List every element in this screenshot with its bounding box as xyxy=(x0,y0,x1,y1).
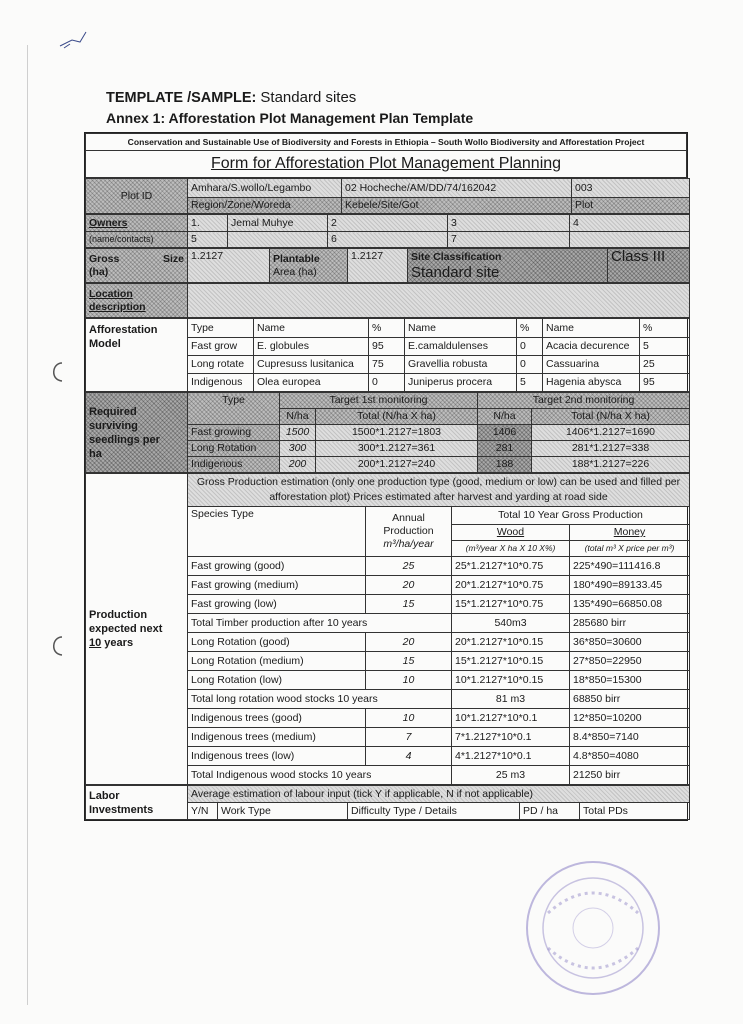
model-header-pct-3: % xyxy=(640,319,690,338)
class-value[interactable]: Class III xyxy=(608,249,690,283)
prod-indig-medium-annual[interactable]: 7 xyxy=(366,728,452,747)
surviving-seedlings-label xyxy=(86,393,188,473)
owner-name-1[interactable]: Jemal Muhye xyxy=(228,215,328,232)
prod-long-good-annual[interactable]: 20 xyxy=(366,633,452,652)
production-label-c: 10 xyxy=(89,637,102,649)
prod-long-total-label: Total long rotation wood stocks 10 years xyxy=(188,690,452,709)
labor-label xyxy=(86,786,188,820)
production-label-d: years xyxy=(101,637,134,649)
plot-kebele-value[interactable]: 02 Hocheche/AM/DD/74/162042 xyxy=(342,179,572,198)
prod-indig-low-money[interactable]: 4.8*850=4080 xyxy=(570,747,690,766)
gross-size-table xyxy=(85,248,690,283)
model-row-fast-pct-1[interactable]: 95 xyxy=(369,338,405,356)
location-label-b: description xyxy=(89,300,146,313)
surviving-label-a: Required xyxy=(89,405,137,418)
prod-long-total-wood[interactable]: 81 m3 xyxy=(452,690,570,709)
location-label xyxy=(86,284,188,318)
official-stamp xyxy=(518,853,668,1003)
prod-fast-total-money[interactable]: 285680 birr xyxy=(570,614,690,633)
labor-header-difficulty: Difficulty Type / Details xyxy=(348,803,520,820)
production-annual-c: m³/ha/year xyxy=(383,538,434,550)
punch-hole-bottom xyxy=(48,634,68,658)
model-header-name-1: Name xyxy=(254,319,369,338)
punch-hole-top xyxy=(48,360,68,384)
production-annual-header xyxy=(366,507,452,557)
production-total-header: Total 10 Year Gross Production xyxy=(452,507,690,525)
prod-indig-medium-wood[interactable]: 7*1.2127*10*0.1 xyxy=(452,728,570,747)
survival-row-indig-total-1[interactable]: 200*1.2127=240 xyxy=(316,457,478,473)
gross-label-a: Gross xyxy=(89,252,120,265)
owner-slot-1[interactable]: 1. xyxy=(188,215,228,232)
model-row-long-pct-1[interactable]: 75 xyxy=(369,356,405,374)
surviving-label-d: ha xyxy=(89,447,102,460)
prod-fast-medium-money[interactable]: 180*490=89133.45 xyxy=(570,576,690,595)
gross-label-b: Size xyxy=(162,252,184,265)
production-annual-b: Production xyxy=(383,525,434,537)
pen-mark xyxy=(58,28,88,50)
plot-number-value[interactable]: 003 xyxy=(572,179,690,198)
model-header-name-3: Name xyxy=(543,319,640,338)
survival-nha-header-2: N/ha xyxy=(478,409,532,425)
model-row-indig-name-1[interactable]: Olea europea xyxy=(254,374,369,392)
owner-slot-7[interactable]: 7 xyxy=(448,232,570,248)
heading-suffix: Standard sites xyxy=(260,89,357,106)
model-row-long-name-2[interactable]: Gravellia robusta xyxy=(405,356,517,374)
prod-indig-good-type: Indigenous trees (good) xyxy=(188,709,366,728)
project-line: Conservation and Sustainable Use of Biodiversity and Forests in Ethiopia – South Wollo Biodiversity and Afforestation Project xyxy=(86,134,687,151)
survival-row-fast-total-2[interactable]: 1406*1.2127=1690 xyxy=(532,425,690,441)
site-class-value[interactable]: Standard site xyxy=(411,263,500,281)
model-row-fast-name-1[interactable]: E. globules xyxy=(254,338,369,356)
survival-row-long-nha-1[interactable]: 300 xyxy=(280,441,316,457)
model-row-fast-name-2[interactable]: E.camaldulenses xyxy=(405,338,517,356)
prod-fast-low-annual[interactable]: 15 xyxy=(366,595,452,614)
plot-region-label: Region/Zone/Woreda xyxy=(188,198,342,214)
prod-long-low-type: Long Rotation (low) xyxy=(188,671,366,690)
plantable-label-a: Plantable xyxy=(273,252,320,265)
owners-label: Owners xyxy=(86,215,188,232)
prod-long-good-type: Long Rotation (good) xyxy=(188,633,366,652)
prod-fast-low-money[interactable]: 135*490=66850.08 xyxy=(570,595,690,614)
model-row-long-pct-2[interactable]: 0 xyxy=(517,356,543,374)
labor-header-pd-ha: PD / ha xyxy=(520,803,580,820)
model-header-pct-1: % xyxy=(369,319,405,338)
prod-indig-total-label: Total Indigenous wood stocks 10 years xyxy=(188,766,452,785)
survival-row-long-total-1[interactable]: 300*1.2127=361 xyxy=(316,441,478,457)
prod-indig-good-wood[interactable]: 10*1.2127*10*0.1 xyxy=(452,709,570,728)
plantable-label-b: Area (ha) xyxy=(273,265,317,278)
prod-long-low-money[interactable]: 18*850=15300 xyxy=(570,671,690,690)
prod-fast-low-wood[interactable]: 15*1.2127*10*0.75 xyxy=(452,595,570,614)
plantable-label xyxy=(270,249,348,283)
survival-row-fast-nha-2[interactable]: 1406 xyxy=(478,425,532,441)
prod-fast-good-money[interactable]: 225*490=111416.8 xyxy=(570,557,690,576)
labor-table xyxy=(85,785,690,820)
gross-size-value[interactable]: 1.2127 xyxy=(188,249,270,283)
production-species-header: Species Type xyxy=(188,507,366,557)
prod-long-medium-wood[interactable]: 15*1.2127*10*0.15 xyxy=(452,652,570,671)
production-label-b: expected next xyxy=(89,623,163,635)
survival-row-indig-nha-1[interactable]: 200 xyxy=(280,457,316,473)
prod-fast-good-wood[interactable]: 25*1.2127*10*0.75 xyxy=(452,557,570,576)
model-row-long-name-1[interactable]: Cupresuss lusitanica xyxy=(254,356,369,374)
model-row-long-name-3[interactable]: Cassuarina xyxy=(543,356,640,374)
survival-total-header-2: Total (N/ha X ha) xyxy=(532,409,690,425)
model-header-pct-2: % xyxy=(517,319,543,338)
survival-row-indig-total-2[interactable]: 188*1.2127=226 xyxy=(532,457,690,473)
labor-header-work-type: Work Type xyxy=(218,803,348,820)
survival-row-long-nha-2[interactable]: 281 xyxy=(478,441,532,457)
survival-row-indig-nha-2[interactable]: 188 xyxy=(478,457,532,473)
location-table xyxy=(85,283,690,318)
production-label-a: Production xyxy=(89,609,148,621)
prod-fast-medium-annual[interactable]: 20 xyxy=(366,576,452,595)
prod-indig-total-money[interactable]: 21250 birr xyxy=(570,766,690,785)
gross-size-label xyxy=(86,249,188,283)
owner-slot-4[interactable]: 4 xyxy=(570,215,690,232)
prod-fast-good-annual[interactable]: 25 xyxy=(366,557,452,576)
owners-table xyxy=(85,214,690,248)
site-class-label: Site Classification xyxy=(411,250,502,263)
model-label-a: Afforestation xyxy=(89,324,158,336)
survival-row-long-type: Long Rotation xyxy=(188,441,280,457)
surviving-label-c: seedlings per xyxy=(89,433,160,446)
plantable-value[interactable]: 1.2127 xyxy=(348,249,408,283)
model-row-long-type: Long rotate xyxy=(188,356,254,374)
prod-fast-medium-wood[interactable]: 20*1.2127*10*0.75 xyxy=(452,576,570,595)
production-label xyxy=(86,474,188,785)
heading-prefix: TEMPLATE /SAMPLE: xyxy=(106,90,257,106)
prod-indig-good-annual[interactable]: 10 xyxy=(366,709,452,728)
annex-title: Annex 1: Afforestation Plot Management Plan Template xyxy=(106,110,474,126)
plot-id-table xyxy=(85,178,690,214)
model-row-fast-pct-2[interactable]: 0 xyxy=(517,338,543,356)
site-class-cell xyxy=(408,249,608,283)
plot-region-value[interactable]: Amhara/S.wollo/Legambo xyxy=(188,179,342,198)
survival-target-1-header: Target 1st monitoring xyxy=(280,393,478,409)
labor-label-a: Labor xyxy=(89,789,120,802)
prod-fast-good-type: Fast growing (good) xyxy=(188,557,366,576)
prod-indig-low-type: Indigenous trees (low) xyxy=(188,747,366,766)
prod-indig-good-money[interactable]: 12*850=10200 xyxy=(570,709,690,728)
labor-header-yn: Y/N xyxy=(188,803,218,820)
survival-row-long-total-2[interactable]: 281*1.2127=338 xyxy=(532,441,690,457)
afforestation-model-label xyxy=(86,319,188,392)
surviving-label-b: surviving xyxy=(89,419,138,432)
prod-long-medium-type: Long Rotation (medium) xyxy=(188,652,366,671)
prod-fast-total-wood[interactable]: 540m3 xyxy=(452,614,570,633)
owner-empty[interactable] xyxy=(228,232,328,248)
owner-empty-2[interactable] xyxy=(570,232,690,248)
owner-slot-6[interactable]: 6 xyxy=(328,232,448,248)
survival-target-2-header: Target 2nd monitoring xyxy=(478,393,690,409)
prod-indig-medium-type: Indigenous trees (medium) xyxy=(188,728,366,747)
model-label-b: Model xyxy=(89,338,121,350)
labor-label-b: Investments xyxy=(89,803,154,816)
production-wood-header: Wood xyxy=(452,525,570,541)
prod-long-medium-annual[interactable]: 15 xyxy=(366,652,452,671)
prod-long-medium-money[interactable]: 27*850=22950 xyxy=(570,652,690,671)
template-heading xyxy=(106,89,356,106)
model-row-fast-pct-3[interactable]: 5 xyxy=(640,338,690,356)
model-row-indig-name-3[interactable]: Hagenia abysca xyxy=(543,374,640,392)
model-row-indig-type: Indigenous xyxy=(188,374,254,392)
model-row-indig-name-2[interactable]: Juniperus procera xyxy=(405,374,517,392)
prod-indig-medium-money[interactable]: 8.4*850=7140 xyxy=(570,728,690,747)
location-label-a: Location xyxy=(89,287,133,300)
production-wood-unit: (m³/year X ha X 10 X%) xyxy=(452,541,570,557)
prod-indig-low-annual[interactable]: 4 xyxy=(366,747,452,766)
owners-sub-label: (name/contacts) xyxy=(86,232,188,248)
production-money-unit: (total m³ X price per m³) xyxy=(570,541,690,557)
prod-indig-total-wood[interactable]: 25 m3 xyxy=(452,766,570,785)
prod-long-total-money[interactable]: 68850 birr xyxy=(570,690,690,709)
model-row-fast-type: Fast grow xyxy=(188,338,254,356)
labor-note: Average estimation of labour input (tick Y if applicable, N if not applicable) xyxy=(188,786,690,803)
model-header-type: Type xyxy=(188,319,254,338)
survival-total-header-1: Total (N/ha X ha) xyxy=(316,409,478,425)
form-title-cell xyxy=(86,151,687,178)
form-header-table xyxy=(85,133,687,178)
plot-kebele-label: Kebele/Site/Got xyxy=(342,198,572,214)
prod-indig-low-wood[interactable]: 4*1.2127*10*0.1 xyxy=(452,747,570,766)
production-money-header: Money xyxy=(570,525,690,541)
plot-management-form xyxy=(84,132,688,821)
prod-long-good-wood[interactable]: 20*1.2127*10*0.15 xyxy=(452,633,570,652)
survival-row-fast-type: Fast growing xyxy=(188,425,280,441)
production-table xyxy=(85,473,690,785)
model-row-indig-pct-3[interactable]: 95 xyxy=(640,374,690,392)
model-row-indig-pct-1[interactable]: 0 xyxy=(369,374,405,392)
plot-id-label: Plot ID xyxy=(86,179,188,214)
prod-long-low-annual[interactable]: 10 xyxy=(366,671,452,690)
survival-row-indig-type: Indigenous xyxy=(188,457,280,473)
owner-slot-3[interactable]: 3 xyxy=(448,215,570,232)
prod-fast-total-label: Total Timber production after 10 years xyxy=(188,614,452,633)
owner-slot-2[interactable]: 2 xyxy=(328,215,448,232)
owner-slot-5[interactable]: 5 xyxy=(188,232,228,248)
survival-type-header: Type xyxy=(188,393,280,425)
labor-header-total-pds: Total PDs xyxy=(580,803,690,820)
surviving-seedlings-table xyxy=(85,392,690,473)
prod-long-good-money[interactable]: 36*850=30600 xyxy=(570,633,690,652)
prod-fast-low-type: Fast growing (low) xyxy=(188,595,366,614)
location-description-input[interactable] xyxy=(188,284,690,318)
survival-row-fast-total-1[interactable]: 1500*1.2127=1803 xyxy=(316,425,478,441)
model-header-name-2: Name xyxy=(405,319,517,338)
prod-long-low-wood[interactable]: 10*1.2127*10*0.15 xyxy=(452,671,570,690)
model-row-long-pct-3[interactable]: 25 xyxy=(640,356,690,374)
model-row-fast-name-3[interactable]: Acacia decurence xyxy=(543,338,640,356)
gross-label-c: (ha) xyxy=(89,265,109,278)
model-row-indig-pct-2[interactable]: 5 xyxy=(517,374,543,392)
form-title: Form for Afforestation Plot Management Planning xyxy=(210,154,562,172)
survival-row-fast-nha-1[interactable]: 1500 xyxy=(280,425,316,441)
production-annual-a: Annual xyxy=(392,512,425,524)
plot-number-label: Plot xyxy=(572,198,690,214)
page-edge xyxy=(27,45,28,1005)
survival-nha-header-1: N/ha xyxy=(280,409,316,425)
production-note: Gross Production estimation (only one production type (good, medium or low) can be used and filled per afforestation plot) Prices estimated after harvest and yarding at road side xyxy=(188,474,690,507)
afforestation-model-table xyxy=(85,318,690,392)
prod-fast-medium-type: Fast growing (medium) xyxy=(188,576,366,595)
